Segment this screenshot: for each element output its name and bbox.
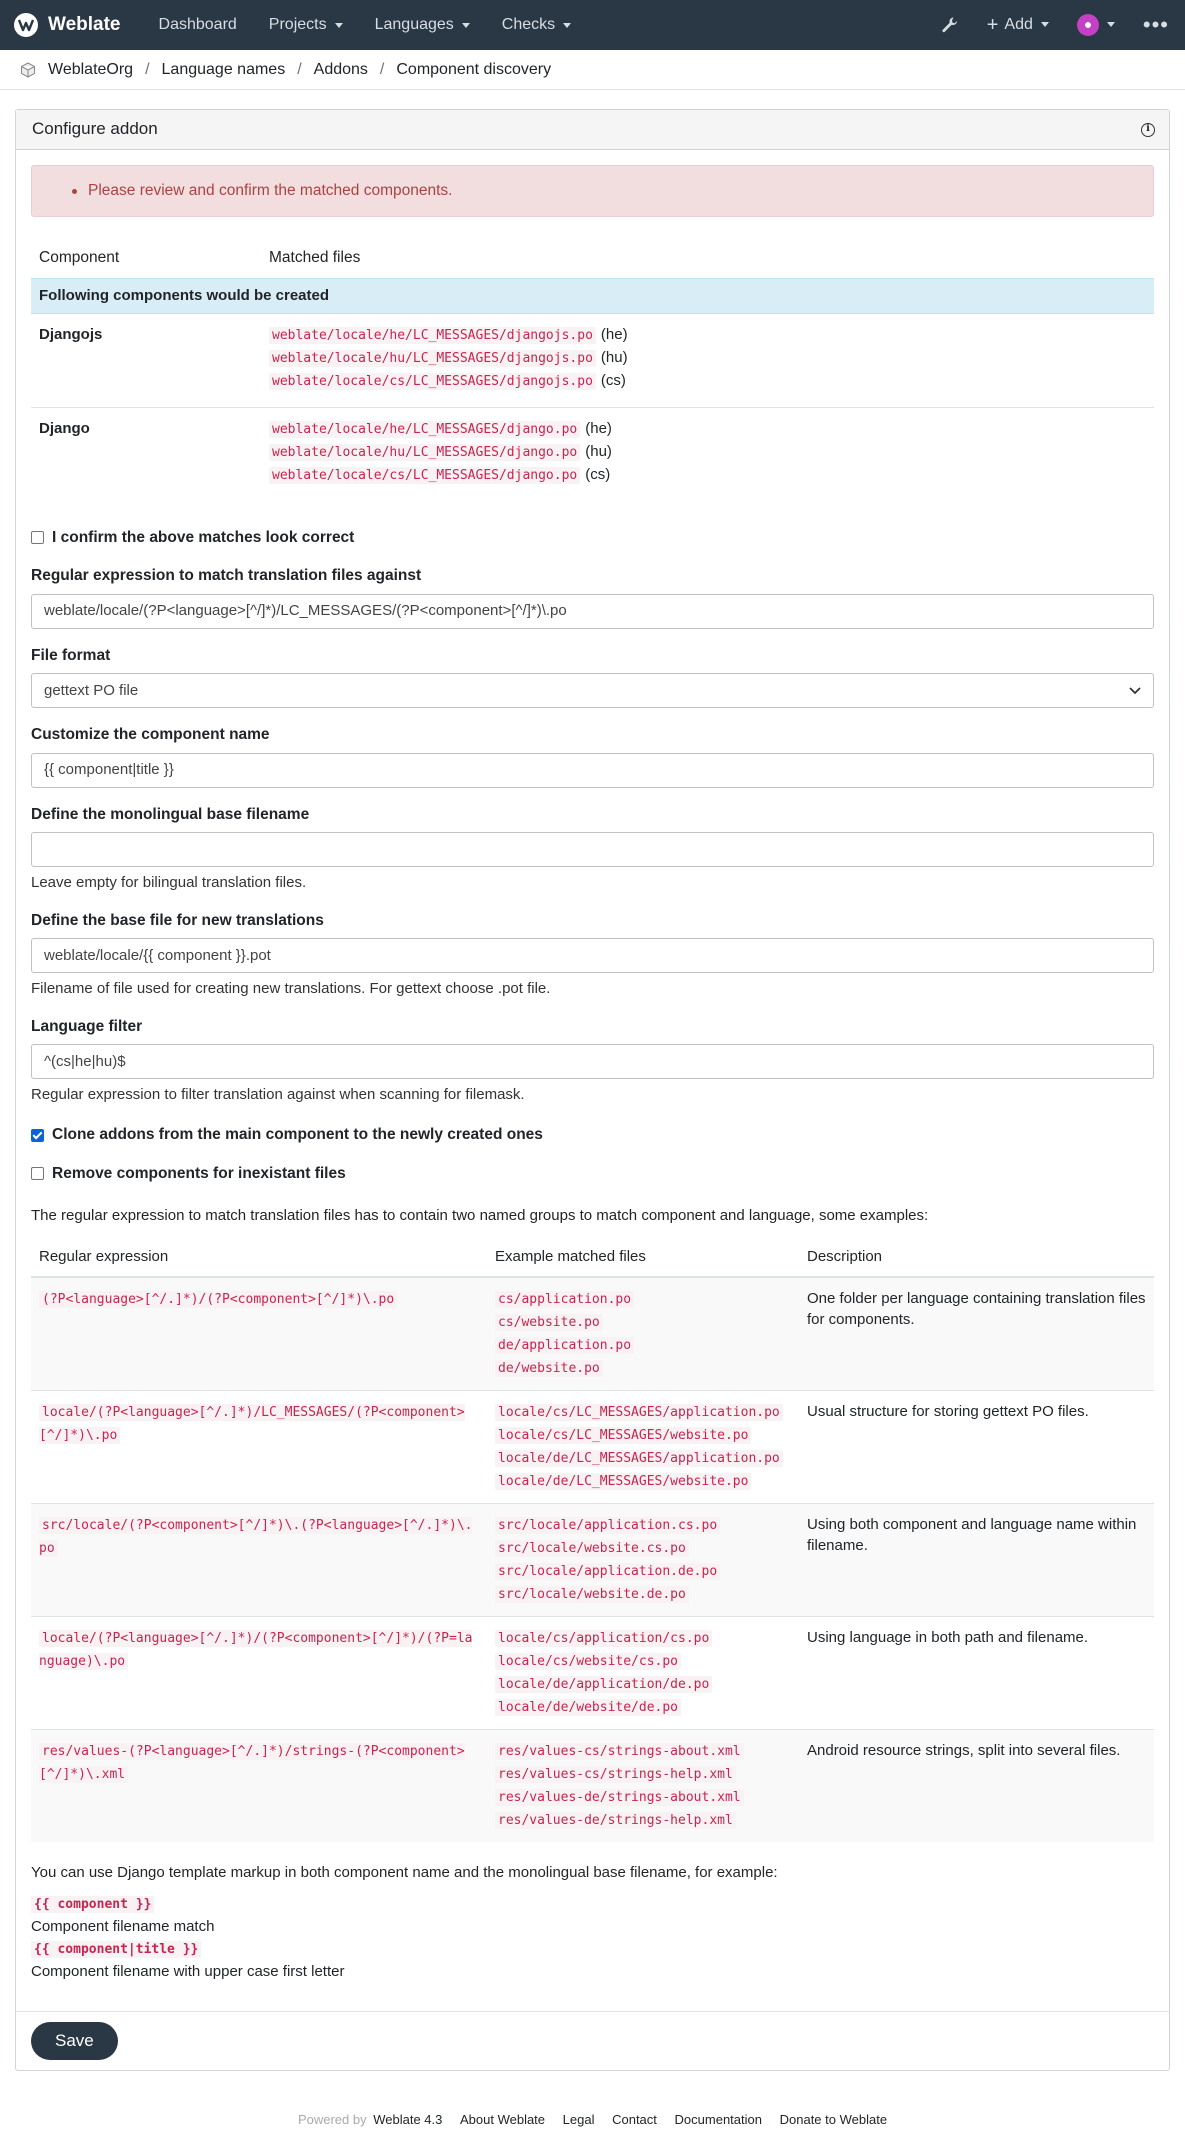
- footer-link-donate[interactable]: Donate to Weblate: [779, 2112, 888, 2128]
- example-row: [31, 1277, 1154, 1391]
- copy-addons-label: Clone addons from the main component to the newly created ones: [52, 1126, 543, 1144]
- save-button[interactable]: Save: [31, 2022, 118, 2060]
- template-examples: [31, 1893, 1154, 1983]
- user-menu[interactable]: [1077, 14, 1115, 36]
- example-file-path: src/locale/application.cs.po: [495, 1517, 720, 1534]
- matched-file: [269, 464, 1146, 487]
- template-code: {{ component|title }}: [31, 1941, 201, 1958]
- chevron-down-icon: [563, 23, 571, 28]
- example-file: [495, 1311, 791, 1334]
- new-base-input[interactable]: weblate/locale/{{ component }}.pot: [31, 938, 1154, 973]
- example-file-path: src/locale/application.de.po: [495, 1563, 720, 1580]
- file-path: weblate/locale/he/LC_MESSAGES/django.po: [269, 421, 580, 438]
- breadcrumb-project[interactable]: WeblateOrg: [48, 60, 134, 78]
- matched-file: [269, 347, 1146, 370]
- template-intro: You can use Django template markup in both component name and the monolingual base filename, for example:: [31, 1863, 778, 1881]
- example-description: Using language in both path and filename.: [799, 1616, 1154, 1729]
- regex-input[interactable]: weblate/locale/(?P<language>[^/]*)/LC_MESSAGES/(?P<component>[^/]*)\.po: [31, 594, 1154, 629]
- example-description: Android resource strings, split into several files.: [799, 1729, 1154, 1842]
- file-path: weblate/locale/he/LC_MESSAGES/djangojs.po: [269, 327, 596, 344]
- example-row: [31, 1503, 1154, 1616]
- example-file-path: res/values-cs/strings-help.xml: [495, 1766, 736, 1783]
- col-description: Description: [799, 1237, 1154, 1277]
- breadcrumb-addons[interactable]: Addons: [313, 60, 368, 78]
- template-code-line: [31, 1938, 1154, 1961]
- confirm-label: I confirm the above matches look correct: [52, 528, 355, 546]
- footer-link-about[interactable]: About Weblate: [459, 2112, 546, 2128]
- example-row: [31, 1390, 1154, 1503]
- example-file: [495, 1560, 791, 1583]
- file-path: weblate/locale/hu/LC_MESSAGES/django.po: [269, 444, 580, 461]
- example-description: One folder per language containing translation files for components.: [799, 1277, 1154, 1391]
- new-base-help: Filename of file used for creating new translations. For gettext choose .pot file.: [31, 980, 551, 998]
- brand-name: Weblate: [48, 14, 121, 36]
- nav-checks-label: Checks: [501, 16, 556, 34]
- file-format-label: File format: [31, 646, 111, 664]
- example-file: [495, 1763, 791, 1786]
- remove-label: Remove components for inexistant files: [52, 1164, 346, 1182]
- example-file: [495, 1696, 791, 1719]
- example-file-path: locale/de/LC_MESSAGES/website.po: [495, 1473, 751, 1490]
- review-alert: Please review and confirm the matched components.: [31, 165, 1154, 217]
- template-desc: Component filename with upper case first letter: [31, 1963, 345, 1981]
- footer-version[interactable]: Weblate 4.3: [373, 2112, 443, 2128]
- confirm-checkbox-row[interactable]: [31, 527, 1154, 549]
- regex-group: [31, 565, 1154, 628]
- panel-title: Configure addon: [32, 119, 158, 139]
- plus-icon: +: [986, 13, 999, 36]
- name-template-input[interactable]: {{ component|title }}: [31, 753, 1154, 788]
- add-label: Add: [1004, 16, 1033, 34]
- example-file-path: locale/cs/LC_MESSAGES/website.po: [495, 1427, 751, 1444]
- example-file-path: locale/de/website/de.po: [495, 1699, 681, 1716]
- example-files-cell: [487, 1729, 799, 1842]
- file-language: (he): [585, 419, 612, 437]
- remove-row[interactable]: [31, 1163, 1154, 1185]
- matched-components-table: [31, 239, 1154, 500]
- template-desc: Component filename match: [31, 1918, 215, 1936]
- matched-file: [269, 324, 1146, 347]
- footer-link-legal[interactable]: Legal: [562, 2112, 595, 2128]
- base-file-group: [31, 804, 1154, 894]
- example-files-cell: [487, 1390, 799, 1503]
- nav-dashboard-label: Dashboard: [158, 16, 237, 34]
- example-file-path: locale/cs/application/cs.po: [495, 1630, 712, 1647]
- example-file: [495, 1740, 791, 1763]
- example-regex-cell: [31, 1390, 487, 1503]
- name-template-label: Customize the component name: [31, 726, 270, 744]
- file-format-value: gettext PO file: [44, 681, 139, 699]
- component-row: [31, 313, 1154, 407]
- example-regex: res/values-(?P<language>[^/.]*)/strings-(?P<component>[^/]*)\.xml: [39, 1743, 465, 1782]
- breadcrumb: [0, 50, 1185, 90]
- project-cube-icon: [20, 62, 36, 78]
- new-base-label: Define the base file for new translations: [31, 911, 324, 929]
- matched-files-cell: [261, 407, 1154, 501]
- matched-file: [269, 418, 1146, 441]
- language-filter-help: Regular expression to filter translation against when scanning for filemask.: [31, 1086, 525, 1104]
- nav-languages[interactable]: [359, 13, 486, 36]
- matched-file: [269, 370, 1146, 393]
- file-language: (cs): [585, 465, 611, 483]
- breadcrumb-separator: /: [297, 60, 302, 78]
- examples-table: [31, 1237, 1154, 1842]
- example-description: Usual structure for storing gettext PO files.: [799, 1390, 1154, 1503]
- avatar: [1077, 14, 1099, 36]
- copy-addons-row[interactable]: [31, 1124, 1154, 1146]
- breadcrumb-separator: /: [145, 60, 150, 78]
- breadcrumb-separator: /: [379, 60, 385, 78]
- component-name: Djangojs: [39, 325, 103, 343]
- chevron-down-icon: [335, 23, 343, 28]
- example-regex: locale/(?P<language>[^/.]*)/(?P<component>[^/]*)/(?P=language)\.po: [39, 1630, 473, 1669]
- nav-right: [941, 9, 1169, 41]
- more-icon[interactable]: •••: [1142, 12, 1169, 38]
- example-file: [495, 1514, 791, 1537]
- component-name: Django: [31, 407, 261, 501]
- new-base-group: [31, 910, 1154, 1000]
- example-file: [495, 1401, 791, 1424]
- brand[interactable]: [14, 11, 121, 39]
- remove-checkbox[interactable]: [31, 1167, 44, 1180]
- file-language: (hu): [585, 442, 612, 460]
- col-example-files: Example matched files: [487, 1237, 799, 1277]
- example-regex-cell: [31, 1277, 487, 1391]
- example-file-path: cs/application.po: [495, 1291, 634, 1308]
- example-regex: (?P<language>[^/.]*)/(?P<component>[^/]*)\.po: [39, 1291, 397, 1308]
- example-file: [495, 1334, 791, 1357]
- copy-addons-checkbox[interactable]: [31, 1129, 44, 1142]
- example-row: [31, 1729, 1154, 1842]
- breadcrumb-current: Component discovery: [396, 60, 552, 78]
- example-file: [495, 1537, 791, 1560]
- regex-label: Regular expression to match translation files against: [31, 567, 422, 585]
- language-filter-group: [31, 1016, 1154, 1106]
- panel-footer: [16, 2011, 1169, 2070]
- top-navbar: [0, 0, 1185, 50]
- example-file-path: locale/de/application/de.po: [495, 1676, 712, 1693]
- col-regex: Regular expression: [31, 1237, 487, 1277]
- example-files-cell: [487, 1503, 799, 1616]
- example-file: [495, 1809, 791, 1832]
- file-path: weblate/locale/hu/LC_MESSAGES/djangojs.po: [269, 350, 596, 367]
- example-file: [495, 1357, 791, 1380]
- examples-intro: The regular expression to match translation files has to contain two named groups to match component and language, some examples:: [31, 1207, 929, 1225]
- language-filter-input[interactable]: ^(cs|he|hu)$: [31, 1044, 1154, 1079]
- example-file-path: src/locale/website.de.po: [495, 1586, 689, 1603]
- example-file-path: res/values-cs/strings-about.xml: [495, 1743, 744, 1760]
- nav-languages-label: Languages: [374, 16, 454, 34]
- nav-projects[interactable]: [253, 13, 359, 36]
- example-description: Using both component and language name within filename.: [799, 1503, 1154, 1616]
- nav-checks[interactable]: [486, 13, 587, 36]
- example-files-cell: [487, 1616, 799, 1729]
- powered-by: Powered by: [297, 2112, 367, 2128]
- chevron-down-icon: [462, 23, 470, 28]
- example-row: [31, 1616, 1154, 1729]
- file-path: weblate/locale/cs/LC_MESSAGES/djangojs.po: [269, 373, 596, 390]
- breadcrumb-component[interactable]: Language names: [161, 60, 286, 78]
- example-file-path: de/website.po: [495, 1360, 603, 1377]
- example-regex-cell: [31, 1503, 487, 1616]
- example-file-path: locale/cs/LC_MESSAGES/application.po: [495, 1404, 783, 1421]
- example-regex: locale/(?P<language>[^/.]*)/LC_MESSAGES/(?P<component>[^/]*)\.po: [39, 1404, 465, 1443]
- confirm-checkbox[interactable]: [31, 531, 44, 544]
- example-regex-cell: [31, 1616, 487, 1729]
- col-component: Component: [39, 249, 120, 267]
- example-file-path: locale/de/LC_MESSAGES/application.po: [495, 1450, 783, 1467]
- example-regex: src/locale/(?P<component>[^/]*)\.(?P<language>[^/.]*)\.po: [39, 1517, 473, 1556]
- example-file: [495, 1470, 791, 1493]
- add-menu[interactable]: [987, 13, 1049, 36]
- example-file-path: de/application.po: [495, 1337, 634, 1354]
- file-language: (cs): [600, 371, 626, 389]
- footer-link-contact[interactable]: Contact: [612, 2112, 657, 2128]
- matched-files-cell: [261, 313, 1154, 407]
- panel-heading: [16, 110, 1169, 150]
- example-regex-cell: [31, 1729, 487, 1842]
- col-matched-files: Matched files: [269, 249, 361, 267]
- file-format-group: [31, 645, 1154, 708]
- example-file: [495, 1288, 791, 1311]
- file-language: (hu): [600, 348, 628, 366]
- example-file-path: cs/website.po: [495, 1314, 603, 1331]
- component-row: [31, 407, 1154, 501]
- example-file: [495, 1583, 791, 1606]
- file-language: (he): [600, 325, 628, 343]
- example-file-path: locale/cs/website/cs.po: [495, 1653, 681, 1670]
- example-file-path: src/locale/website.cs.po: [495, 1540, 689, 1557]
- chevron-down-icon: [1107, 22, 1115, 27]
- chevron-down-icon: [1041, 22, 1049, 27]
- example-file: [495, 1673, 791, 1696]
- panel-body: [16, 150, 1169, 1993]
- base-file-help: Leave empty for bilingual translation files.: [31, 874, 307, 892]
- example-file-path: res/values-de/strings-help.xml: [495, 1812, 736, 1829]
- info-icon[interactable]: i: [1141, 123, 1155, 137]
- example-file-path: res/values-de/strings-about.xml: [495, 1789, 744, 1806]
- language-filter-label: Language filter: [31, 1018, 143, 1035]
- example-file: [495, 1650, 791, 1673]
- nav-dashboard[interactable]: [143, 13, 253, 36]
- footer-link-documentation[interactable]: Documentation: [674, 2112, 762, 2128]
- example-file: [495, 1786, 791, 1809]
- file-path: weblate/locale/cs/LC_MESSAGES/django.po: [269, 467, 580, 484]
- example-file: [495, 1447, 791, 1470]
- example-file: [495, 1627, 791, 1650]
- example-file: [495, 1424, 791, 1447]
- template-code: {{ component }}: [31, 1896, 154, 1913]
- base-file-input[interactable]: [31, 832, 1154, 867]
- wrench-icon[interactable]: [941, 16, 959, 34]
- page-footer: [0, 2111, 1185, 2130]
- matched-file: [269, 441, 1146, 464]
- name-template-group: [31, 724, 1154, 787]
- nav-projects-label: Projects: [268, 16, 327, 34]
- example-files-cell: [487, 1277, 799, 1391]
- group-label: Following components would be created: [31, 278, 1154, 313]
- file-format-select[interactable]: [31, 673, 1154, 708]
- template-code-line: [31, 1893, 1154, 1916]
- configure-addon-panel: [15, 109, 1170, 2071]
- weblate-logo-icon: [14, 13, 38, 37]
- chevron-down-icon: [1129, 687, 1141, 695]
- base-file-label: Define the monolingual base filename: [31, 805, 310, 823]
